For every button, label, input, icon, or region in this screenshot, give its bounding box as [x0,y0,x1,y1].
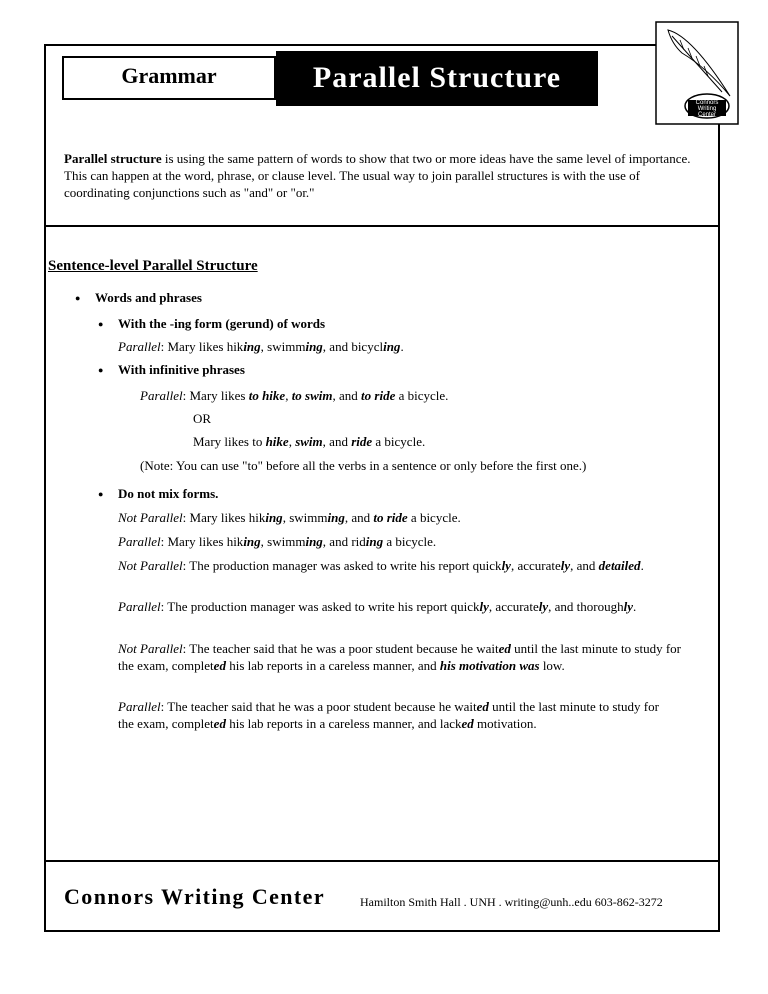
example-gerund-parallel: Parallel: Mary likes hiking, swimming, and bicycling. [118,339,404,354]
bullet-words-phrases: Words and phrases [95,290,202,305]
divider-bottom [44,860,720,862]
logo-text-3: Center [697,112,717,118]
example-not-parallel-2: Not Parallel: The production manager was asked to write his report quickly, accurately, and detailed. [118,558,644,573]
example-infinitive-parallel: Parallel: Mary likes to hike, to swim, and to ride a bicycle. [140,388,449,403]
intro-text: is using the same pattern of words to show that two or more ideas have the same level of importance. This can happen at the word, phrase, or clause level. The usual way to join parallel structures is with the use of coordinating conjunctions such as "and" or "or." [64,151,691,200]
example-parallel-1: Parallel: Mary likes hiking, swimming, and riding a bicycle. [118,534,437,549]
or-text: OR [193,411,212,426]
intro-term: Parallel structure [64,151,162,166]
bullet-icon: ● [98,365,104,375]
bullet-icon: ● [98,489,104,499]
note-text: (Note: You can use "to" before all the verbs in a sentence or only before the first one.) [140,458,587,473]
page-title: Parallel Structure [276,51,598,106]
example-not-parallel-1: Not Parallel: Mary likes hiking, swimming, and to ride a bicycle. [118,510,461,525]
example-parallel-3: Parallel: The teacher said that he was a poor student because he waited until the last minute to study for the exam, completed his lab reports in a careless manner, and lacked motivation. [118,699,659,731]
logo-text-2: Writing [697,106,717,112]
section-title: Sentence-level Parallel Structure [48,258,258,274]
example-parallel-2: Parallel: The production manager was asked to write his report quickly, accurately, and thoroughly. [118,599,637,614]
bullet-icon: ● [75,293,81,303]
intro-paragraph [64,150,704,201]
logo-text-1: Connors [695,100,719,106]
sub-infinitive: With infinitive phrases [118,362,245,377]
grammar-label: Grammar [62,56,276,100]
example-infinitive-alt: Mary likes to hike, swim, and ride a bicycle. [193,434,426,449]
sub-gerund: With the -ing form (gerund) of words [118,316,326,331]
bullet-icon: ● [98,319,104,329]
sub-no-mix: Do not mix forms. [118,486,219,501]
footer-contact-info: Hamilton Smith Hall . UNH . writing@unh..edu 603-862-3272 [360,895,663,909]
quill-logo-icon [652,18,742,128]
divider-top [44,225,720,227]
footer-center-name: Connors Writing Center [64,884,325,909]
example-not-parallel-3: Not Parallel: The teacher said that he was a poor student because he waited until the last minute to study for the exam, completed his lab reports in a careless manner, and his motivation was low. [118,641,681,673]
